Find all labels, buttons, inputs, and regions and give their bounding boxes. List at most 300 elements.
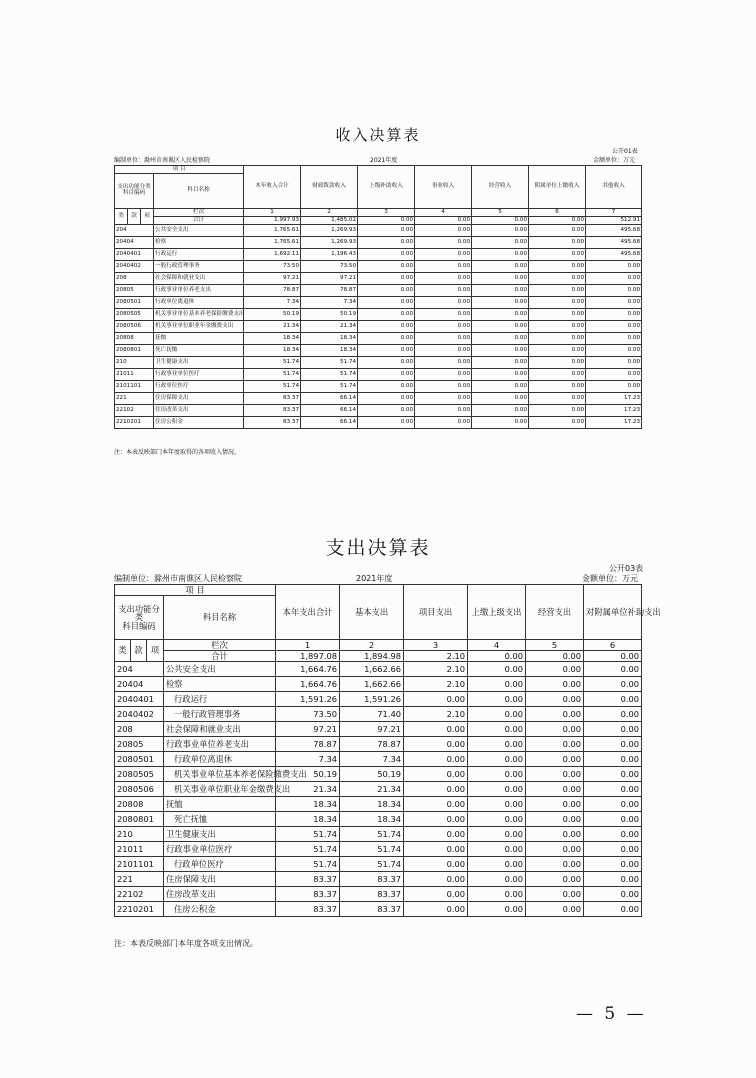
- income-row-value: 0.00: [415, 417, 472, 429]
- income-row-value: 7.34: [301, 297, 358, 309]
- income-row-value: 0.00: [472, 285, 529, 297]
- income-col-header: 财政拨款收入: [301, 166, 358, 209]
- income-row-code: 20404: [115, 237, 154, 249]
- expense-row-value: 0.00: [404, 887, 468, 902]
- expense-row-value: 0.00: [526, 752, 584, 767]
- expense-row-value: 1,664.76: [276, 677, 340, 692]
- income-col-header: 其他收入: [586, 166, 642, 209]
- expense-row-value: 18.34: [340, 797, 404, 812]
- expense-row-value: 83.37: [340, 872, 404, 887]
- expense-table-row: [115, 692, 642, 707]
- income-statement-table: [114, 165, 642, 429]
- income-row-value: 78.87: [244, 285, 301, 297]
- expense-row-value: 2.10: [404, 707, 468, 722]
- expense-row-code: 2210201: [115, 902, 164, 917]
- expense-row-name: 住房公积金: [164, 902, 276, 917]
- expense-row-value: 51.74: [276, 857, 340, 872]
- expense-col-num: 3: [404, 640, 468, 651]
- expense-row-name: 死亡抚恤: [164, 812, 276, 827]
- income-row-value: 0.00: [472, 273, 529, 285]
- expense-row-code: 21011: [115, 842, 164, 857]
- expense-row-value: 0.00: [468, 692, 526, 707]
- income-table-row: [115, 309, 642, 321]
- income-col-num: 6: [529, 209, 586, 217]
- expense-row-name: 公共安全支出: [164, 662, 276, 677]
- expense-amount-unit: 金额单位：万元: [582, 574, 638, 583]
- expense-total-value: 0.00: [584, 651, 642, 662]
- expense-row-value: 83.37: [340, 902, 404, 917]
- expense-row-value: 1,664.76: [276, 662, 340, 677]
- expense-row-code: 20404: [115, 677, 164, 692]
- expense-row-value: 0.00: [468, 902, 526, 917]
- income-row-value: 17.23: [586, 393, 642, 405]
- expense-row-name: 行政事业单位养老支出: [164, 737, 276, 752]
- income-row-value: 83.37: [244, 417, 301, 429]
- expense-row-name: 行政单位离退休: [164, 752, 276, 767]
- income-table-code: 公开01表: [612, 148, 638, 155]
- income-col-num: 3: [358, 209, 415, 217]
- expense-total-value: 1,894.98: [340, 651, 404, 662]
- income-row-value: 0.00: [472, 249, 529, 261]
- income-row-value: 0.00: [358, 333, 415, 345]
- expense-row-value: 83.37: [276, 887, 340, 902]
- expense-header-item-name: 科目名称: [164, 596, 276, 640]
- income-table-row: [115, 357, 642, 369]
- income-row-value: 17.23: [586, 405, 642, 417]
- income-row-value: 0.00: [415, 249, 472, 261]
- income-col-num: 4: [415, 209, 472, 217]
- expense-header-col-label: 栏次: [164, 640, 276, 651]
- income-row-name: 住房保障支出: [154, 393, 244, 405]
- expense-row-value: 0.00: [404, 722, 468, 737]
- income-row-value: 17.23: [586, 417, 642, 429]
- expense-row-value: 0.00: [584, 872, 642, 887]
- income-row-value: 0.00: [529, 321, 586, 333]
- income-row-value: 51.74: [244, 357, 301, 369]
- expense-row-value: 73.50: [276, 707, 340, 722]
- income-row-value: 0.00: [586, 321, 642, 333]
- expense-row-value: 97.21: [340, 722, 404, 737]
- expense-table-code: 公开03表: [609, 564, 644, 573]
- income-row-value: 78.87: [301, 285, 358, 297]
- income-row-value: 0.00: [529, 417, 586, 429]
- income-total-value: 512.91: [586, 217, 642, 225]
- income-header-xiang: 项: [141, 209, 154, 225]
- income-row-code: 2210201: [115, 417, 154, 429]
- income-table-row: [115, 297, 642, 309]
- income-row-value: 0.00: [358, 225, 415, 237]
- income-row-name: 公共安全支出: [154, 225, 244, 237]
- expense-col-num: 2: [340, 640, 404, 651]
- expense-row-value: 7.34: [340, 752, 404, 767]
- income-row-value: 0.00: [358, 369, 415, 381]
- expense-row-value: 51.74: [276, 827, 340, 842]
- income-row-code: 2080505: [115, 309, 154, 321]
- income-total-value: 1,997.93: [244, 217, 301, 225]
- expense-table-row: [115, 857, 642, 872]
- income-row-value: 1,269.93: [301, 225, 358, 237]
- income-row-code: 2040402: [115, 261, 154, 273]
- expense-row-code: 2080801: [115, 812, 164, 827]
- income-row-name: 机关事业单位基本养老保险缴费支出: [154, 309, 244, 321]
- expense-table-row: [115, 812, 642, 827]
- expense-row-value: 83.37: [340, 887, 404, 902]
- income-row-value: 0.00: [586, 261, 642, 273]
- expense-row-value: 0.00: [468, 707, 526, 722]
- income-table-row: [115, 225, 642, 237]
- expense-rows: [115, 662, 642, 917]
- income-row-value: 0.00: [529, 261, 586, 273]
- income-row-value: 0.00: [472, 393, 529, 405]
- expense-row-value: 0.00: [526, 902, 584, 917]
- expense-row-value: 83.37: [276, 872, 340, 887]
- expense-row-value: 0.00: [468, 872, 526, 887]
- income-row-code: 20808: [115, 333, 154, 345]
- expense-row-value: 0.00: [404, 827, 468, 842]
- expense-row-value: 0.00: [526, 797, 584, 812]
- expense-row-value: 0.00: [404, 857, 468, 872]
- income-header-kuan: 款: [128, 209, 141, 225]
- expense-row-value: 0.00: [404, 737, 468, 752]
- expense-row-value: 0.00: [404, 842, 468, 857]
- income-row-value: 18.34: [301, 345, 358, 357]
- expense-col-header: 基本支出: [340, 585, 404, 640]
- expense-row-value: 1,662.66: [340, 662, 404, 677]
- expense-row-name: 抚恤: [164, 797, 276, 812]
- income-row-name: 卫生健康支出: [154, 357, 244, 369]
- income-table-row: [115, 405, 642, 417]
- expense-table-row: [115, 782, 642, 797]
- expense-row-value: 0.00: [404, 872, 468, 887]
- expense-row-value: 0.00: [404, 752, 468, 767]
- income-row-value: 0.00: [358, 297, 415, 309]
- income-row-value: 0.00: [586, 345, 642, 357]
- income-row-value: 0.00: [586, 309, 642, 321]
- income-table-row: [115, 381, 642, 393]
- expense-row-code: 2040402: [115, 707, 164, 722]
- income-row-value: 7.34: [244, 297, 301, 309]
- expense-row-name: 行政事业单位医疗: [164, 842, 276, 857]
- expense-header-xiang: 项: [147, 640, 164, 662]
- income-table-row: [115, 369, 642, 381]
- expense-row-value: 2.10: [404, 677, 468, 692]
- income-row-value: 0.00: [358, 393, 415, 405]
- expense-row-value: 51.74: [340, 842, 404, 857]
- expense-row-value: 0.00: [526, 782, 584, 797]
- income-row-value: 0.00: [529, 225, 586, 237]
- expense-row-value: 0.00: [468, 857, 526, 872]
- expense-row-value: 0.00: [468, 677, 526, 692]
- expense-row-value: 0.00: [468, 752, 526, 767]
- income-row-value: 0.00: [586, 333, 642, 345]
- income-table-row: [115, 249, 642, 261]
- income-rows: [115, 225, 642, 429]
- income-col-num: 5: [472, 209, 529, 217]
- income-row-value: 0.00: [472, 237, 529, 249]
- income-header-func-code: 支出功能分类 科目编码: [115, 174, 154, 209]
- expense-row-value: 0.00: [584, 722, 642, 737]
- income-table-row: [115, 285, 642, 297]
- income-row-value: 1,196.43: [301, 249, 358, 261]
- expense-row-value: 78.87: [276, 737, 340, 752]
- expense-col-num: 5: [526, 640, 584, 651]
- income-row-value: 1,765.61: [244, 237, 301, 249]
- expense-row-code: 22102: [115, 887, 164, 902]
- expense-row-value: 1,591.26: [340, 692, 404, 707]
- income-row-value: 0.00: [358, 321, 415, 333]
- income-row-value: 0.00: [529, 357, 586, 369]
- expense-row-value: 0.00: [584, 782, 642, 797]
- income-row-name: 死亡抚恤: [154, 345, 244, 357]
- income-row-value: 0.00: [358, 345, 415, 357]
- income-row-code: 2080801: [115, 345, 154, 357]
- income-row-code: 221: [115, 393, 154, 405]
- expense-total-value: 0.00: [468, 651, 526, 662]
- income-row-value: 0.00: [415, 405, 472, 417]
- income-row-value: 0.00: [472, 321, 529, 333]
- expense-row-value: 0.00: [468, 767, 526, 782]
- income-col-num: 7: [586, 209, 642, 217]
- expense-row-value: 0.00: [526, 827, 584, 842]
- income-row-code: 2040401: [115, 249, 154, 261]
- income-row-name: 行政运行: [154, 249, 244, 261]
- expense-row-value: 21.34: [340, 782, 404, 797]
- income-row-value: 66.14: [301, 393, 358, 405]
- income-table-row: [115, 237, 642, 249]
- income-row-value: 18.34: [244, 333, 301, 345]
- income-row-name: 机关事业单位职业年金缴费支出: [154, 321, 244, 333]
- expense-row-value: 50.19: [276, 767, 340, 782]
- expense-row-name: 一般行政管理事务: [164, 707, 276, 722]
- expense-row-value: 1,662.66: [340, 677, 404, 692]
- income-row-value: 495.68: [586, 249, 642, 261]
- expense-table-row: [115, 752, 642, 767]
- expense-row-value: 0.00: [404, 767, 468, 782]
- income-total-value: 0.00: [472, 217, 529, 225]
- income-row-value: 0.00: [586, 297, 642, 309]
- expense-row-value: 0.00: [404, 797, 468, 812]
- income-col-header: 经营收入: [472, 166, 529, 209]
- expense-total-value: 1,897.08: [276, 651, 340, 662]
- expense-row-value: 0.00: [526, 722, 584, 737]
- income-row-value: 0.00: [472, 405, 529, 417]
- income-row-value: 0.00: [358, 285, 415, 297]
- income-row-value: 0.00: [415, 309, 472, 321]
- expense-row-value: 0.00: [404, 692, 468, 707]
- income-row-value: 0.00: [586, 369, 642, 381]
- expense-row-value: 97.21: [276, 722, 340, 737]
- income-row-value: 0.00: [472, 333, 529, 345]
- expense-header-func-code: 支出功能分类 科目编码: [115, 596, 164, 640]
- income-row-name: 住房公积金: [154, 417, 244, 429]
- income-row-value: 0.00: [529, 273, 586, 285]
- expense-row-value: 0.00: [468, 812, 526, 827]
- income-row-value: 0.00: [415, 285, 472, 297]
- income-row-name: 抚恤: [154, 333, 244, 345]
- expense-row-value: 50.19: [340, 767, 404, 782]
- income-compiling-unit: 编制单位：滁州市南谯区人民检察院: [114, 157, 211, 164]
- expense-table-row: [115, 797, 642, 812]
- expense-row-value: 0.00: [526, 842, 584, 857]
- income-total-value: 0.00: [529, 217, 586, 225]
- income-row-value: 51.74: [244, 369, 301, 381]
- expense-table-row: [115, 872, 642, 887]
- income-row-value: 97.21: [301, 273, 358, 285]
- income-row-name: 社会保障和就业支出: [154, 273, 244, 285]
- income-row-value: 83.37: [244, 393, 301, 405]
- income-table-row: [115, 417, 642, 429]
- expense-row-value: 51.74: [340, 857, 404, 872]
- expense-total-value: 0.00: [526, 651, 584, 662]
- expense-row-value: 51.74: [276, 842, 340, 857]
- income-row-value: 51.74: [301, 357, 358, 369]
- expense-row-code: 20808: [115, 797, 164, 812]
- expense-row-code: 20805: [115, 737, 164, 752]
- expense-col-header: 项目支出: [404, 585, 468, 640]
- income-row-code: 21011: [115, 369, 154, 381]
- income-row-code: 208: [115, 273, 154, 285]
- expense-row-value: 21.34: [276, 782, 340, 797]
- expense-row-value: 0.00: [584, 842, 642, 857]
- income-row-value: 0.00: [415, 345, 472, 357]
- income-header-item-name: 科目名称: [154, 174, 244, 209]
- expense-row-value: 0.00: [584, 737, 642, 752]
- expense-table-row: [115, 827, 642, 842]
- expense-table-row: [115, 707, 642, 722]
- income-total-value: 1,485.02: [301, 217, 358, 225]
- income-row-value: 21.34: [244, 321, 301, 333]
- expense-row-code: 221: [115, 872, 164, 887]
- expense-row-value: 0.00: [526, 707, 584, 722]
- income-col-header: 上级补助收入: [358, 166, 415, 209]
- income-row-code: 20805: [115, 285, 154, 297]
- income-table-row: [115, 345, 642, 357]
- income-fiscal-year: 2021年度: [370, 157, 398, 164]
- expense-row-value: 7.34: [276, 752, 340, 767]
- income-row-value: 0.00: [358, 273, 415, 285]
- income-row-value: 0.00: [586, 381, 642, 393]
- income-col-header: 附属单位上缴收入: [529, 166, 586, 209]
- expense-col-num: 4: [468, 640, 526, 651]
- income-row-value: 1,269.93: [301, 237, 358, 249]
- income-row-value: 0.00: [358, 357, 415, 369]
- income-row-value: 66.14: [301, 417, 358, 429]
- expense-header-project: 项 目: [115, 585, 276, 596]
- expense-statement-table: [114, 584, 661, 917]
- expense-row-value: 0.00: [526, 737, 584, 752]
- income-row-value: 0.00: [586, 285, 642, 297]
- expense-row-name: 行政单位医疗: [164, 857, 276, 872]
- expense-row-code: 2080501: [115, 752, 164, 767]
- page-number: — 5 —: [576, 1004, 647, 1024]
- expense-col-num: 1: [276, 640, 340, 651]
- income-header-lei: 类: [115, 209, 128, 225]
- income-row-value: 0.00: [415, 273, 472, 285]
- income-row-name: 检察: [154, 237, 244, 249]
- expense-header-lei: 类: [115, 640, 131, 662]
- income-row-value: 0.00: [358, 309, 415, 321]
- income-row-value: 0.00: [472, 369, 529, 381]
- income-row-value: 0.00: [415, 261, 472, 273]
- income-table-row: [115, 393, 642, 405]
- expense-header-kuan: 款: [131, 640, 147, 662]
- expense-fiscal-year: 2021年度: [356, 574, 393, 583]
- income-row-code: 2080501: [115, 297, 154, 309]
- income-row-value: 51.74: [301, 369, 358, 381]
- income-col-num: 1: [244, 209, 301, 217]
- expense-row-value: 0.00: [468, 722, 526, 737]
- income-row-value: 0.00: [415, 393, 472, 405]
- expense-row-value: 0.00: [584, 767, 642, 782]
- expense-row-value: 0.00: [526, 812, 584, 827]
- expense-row-value: 0.00: [584, 797, 642, 812]
- expense-row-code: 2080506: [115, 782, 164, 797]
- income-row-name: 行政单位医疗: [154, 381, 244, 393]
- income-row-name: 住房改革支出: [154, 405, 244, 417]
- expense-row-value: 0.00: [584, 812, 642, 827]
- expense-table-row: [115, 662, 642, 677]
- income-row-value: 0.00: [472, 381, 529, 393]
- income-row-value: 18.34: [244, 345, 301, 357]
- expense-row-value: 0.00: [584, 902, 642, 917]
- expense-row-value: 0.00: [468, 797, 526, 812]
- expense-table-row: [115, 842, 642, 857]
- income-col-header: 事业收入: [415, 166, 472, 209]
- income-row-value: 0.00: [586, 273, 642, 285]
- income-row-value: 73.50: [244, 261, 301, 273]
- income-row-name: 行政事业单位养老支出: [154, 285, 244, 297]
- income-row-value: 51.74: [301, 381, 358, 393]
- expense-col-header: 经营支出: [526, 585, 584, 640]
- income-row-value: 0.00: [472, 297, 529, 309]
- income-row-value: 0.00: [415, 321, 472, 333]
- income-row-name: 一般行政管理事务: [154, 261, 244, 273]
- income-row-value: 0.00: [415, 225, 472, 237]
- income-row-code: 22102: [115, 405, 154, 417]
- expense-row-name: 住房改革支出: [164, 887, 276, 902]
- income-row-code: 2080506: [115, 321, 154, 333]
- expense-total-value: 2.10: [404, 651, 468, 662]
- expense-table-row: [115, 677, 642, 692]
- expense-row-value: 0.00: [468, 842, 526, 857]
- income-row-code: 2101101: [115, 381, 154, 393]
- income-row-value: 495.68: [586, 237, 642, 249]
- income-row-code: 210: [115, 357, 154, 369]
- expense-row-value: 0.00: [584, 707, 642, 722]
- expense-table-title: 支出决算表: [325, 537, 431, 559]
- income-total-label: 合计: [154, 217, 244, 225]
- expense-row-value: 83.37: [276, 902, 340, 917]
- income-row-value: 0.00: [529, 285, 586, 297]
- income-note: 注：本表反映部门本年度取得的各项收入情况。: [114, 449, 241, 456]
- income-row-value: 0.00: [472, 345, 529, 357]
- income-table-row: [115, 321, 642, 333]
- expense-col-header: 对附属单位补助支出: [584, 585, 642, 640]
- income-row-value: 0.00: [586, 357, 642, 369]
- expense-row-value: 71.40: [340, 707, 404, 722]
- expense-table-row: [115, 737, 642, 752]
- expense-row-value: 2.10: [404, 662, 468, 677]
- expense-row-value: 0.00: [584, 752, 642, 767]
- income-row-value: 0.00: [358, 237, 415, 249]
- expense-row-value: 0.00: [526, 767, 584, 782]
- income-row-value: 0.00: [529, 369, 586, 381]
- income-table-row: [115, 261, 642, 273]
- income-total-value: 0.00: [415, 217, 472, 225]
- income-row-value: 0.00: [358, 249, 415, 261]
- income-row-value: 0.00: [415, 333, 472, 345]
- income-header-col-label: 栏次: [154, 209, 244, 217]
